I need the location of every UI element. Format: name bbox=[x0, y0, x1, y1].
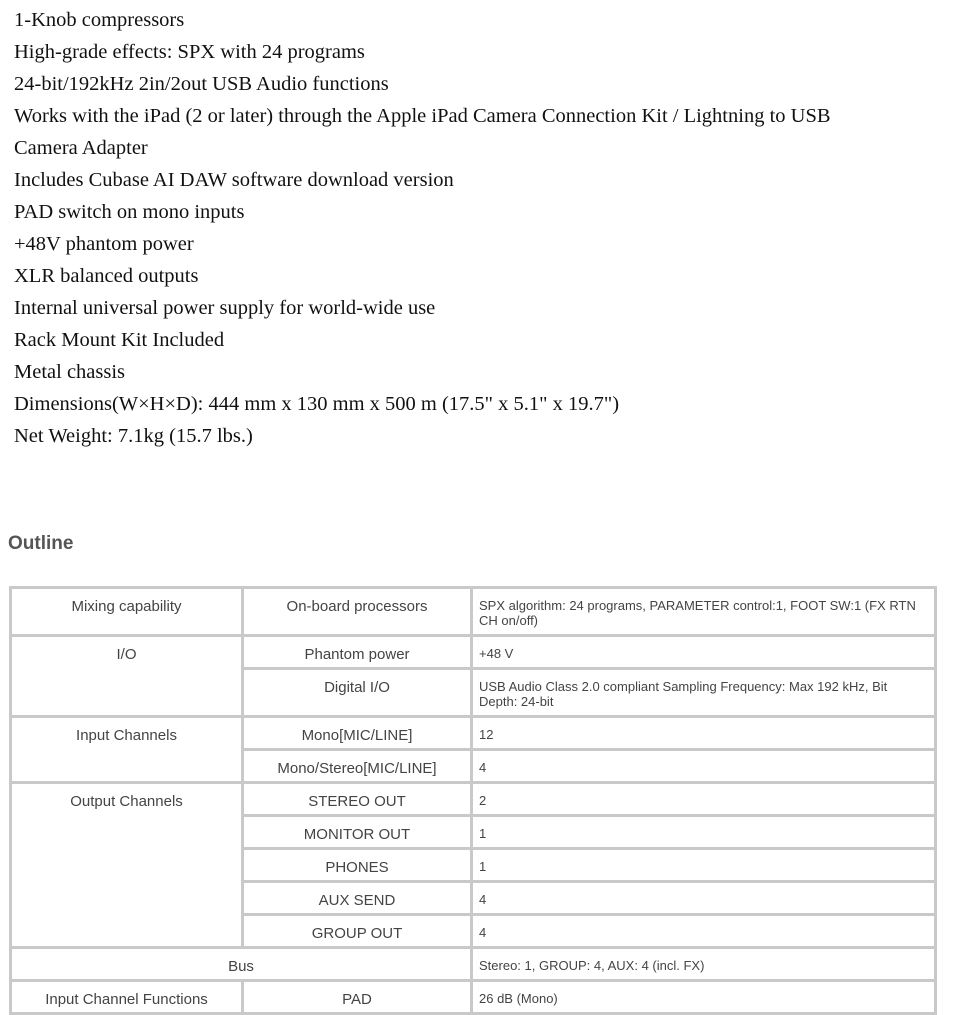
table-value-cell: 26 dB (Mono) bbox=[473, 982, 934, 1012]
table-group-cell: Bus bbox=[12, 949, 470, 979]
feature-item: Metal chassis bbox=[14, 361, 126, 383]
table-value-cell: 4 bbox=[473, 883, 934, 913]
table-value-cell: 12 bbox=[473, 718, 934, 748]
table-item-cell: STEREO OUT bbox=[244, 784, 470, 814]
feature-item: Net Weight: 7.1kg (15.7 lbs.) bbox=[14, 425, 253, 447]
table-row bbox=[12, 982, 934, 1012]
feature-item: Dimensions(W×H×D): 444 mm x 130 mm x 500 m (17.5" x 5.1" x 19.7") bbox=[14, 393, 620, 415]
table-value-cell: 2 bbox=[473, 784, 934, 814]
table-item-cell: PHONES bbox=[244, 850, 470, 880]
feature-item: Includes Cubase AI DAW software download version bbox=[14, 169, 454, 191]
table-row bbox=[12, 589, 934, 634]
feature-item: Camera Adapter bbox=[14, 137, 148, 159]
table-item-cell: Phantom power bbox=[244, 637, 470, 667]
feature-item: High-grade effects: SPX with 24 programs bbox=[14, 41, 365, 63]
table-value-cell: 1 bbox=[473, 850, 934, 880]
feature-list bbox=[14, 4, 831, 452]
table-item-cell: MONITOR OUT bbox=[244, 817, 470, 847]
table-item-cell: On-board processors bbox=[244, 589, 470, 634]
table-group-cell: Output Channels bbox=[12, 784, 241, 946]
table-value-cell: 4 bbox=[473, 751, 934, 781]
outline-heading: Outline bbox=[8, 533, 74, 554]
feature-item: Works with the iPad (2 or later) through the Apple iPad Camera Connection Kit / Lightning to USB bbox=[14, 105, 831, 127]
feature-item: 24-bit/192kHz 2in/2out USB Audio functions bbox=[14, 73, 389, 95]
table-value-cell: 4 bbox=[473, 916, 934, 946]
feature-item: Rack Mount Kit Included bbox=[14, 329, 225, 351]
table-item-cell: PAD bbox=[244, 982, 470, 1012]
feature-item: +48V phantom power bbox=[14, 233, 194, 255]
table-item-cell: Mono[MIC/LINE] bbox=[244, 718, 470, 748]
table-value-cell: +48 V bbox=[473, 637, 934, 667]
table-item-cell: AUX SEND bbox=[244, 883, 470, 913]
table-row bbox=[12, 637, 934, 667]
table-value-cell: Stereo: 1, GROUP: 4, AUX: 4 (incl. FX) bbox=[473, 949, 934, 979]
table-item-cell: Digital I/O bbox=[244, 670, 470, 715]
table-value-cell: SPX algorithm: 24 programs, PARAMETER control:1, FOOT SW:1 (FX RTN CH on/off) bbox=[473, 589, 934, 634]
table-item-cell: GROUP OUT bbox=[244, 916, 470, 946]
table-item-cell: Mono/Stereo[MIC/LINE] bbox=[244, 751, 470, 781]
table-value-cell: 1 bbox=[473, 817, 934, 847]
table-group-cell: Input Channels bbox=[12, 718, 241, 781]
feature-item: XLR balanced outputs bbox=[14, 265, 199, 287]
table-row bbox=[12, 718, 934, 748]
table-row bbox=[12, 949, 934, 979]
table-group-cell: Mixing capability bbox=[12, 589, 241, 634]
outline-table bbox=[9, 586, 937, 1015]
table-group-cell: Input Channel Functions bbox=[12, 982, 241, 1012]
table-value-cell: USB Audio Class 2.0 compliant Sampling Frequency: Max 192 kHz, Bit Depth: 24-bit bbox=[473, 670, 934, 715]
feature-item: Internal universal power supply for world-wide use bbox=[14, 297, 436, 319]
table-row bbox=[12, 784, 934, 814]
feature-item: PAD switch on mono inputs bbox=[14, 201, 245, 223]
table-group-cell: I/O bbox=[12, 637, 241, 715]
feature-item: 1-Knob compressors bbox=[14, 9, 185, 31]
